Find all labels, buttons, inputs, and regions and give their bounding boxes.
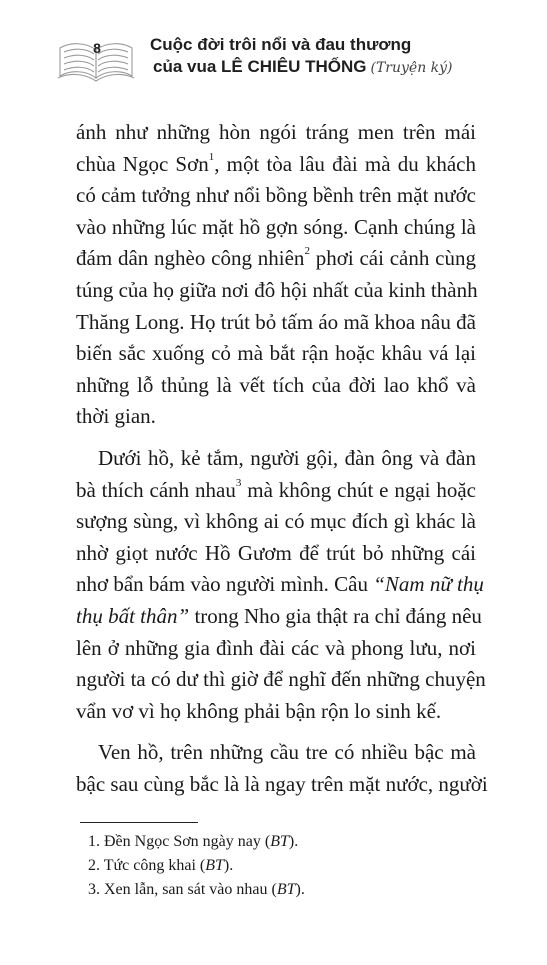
- text-line: vào những lúc mặt hồ gợn sóng. Cạnh chúng là: [76, 214, 476, 239]
- text-line: đám dân nghèo công nhiên$^2$ phơi cái cảnh cùng: [76, 245, 476, 271]
- footnotes: [88, 830, 468, 902]
- footnote-ref-3: 3: [235, 476, 242, 489]
- quote-italic: “Nam nữ thụ: [373, 572, 484, 597]
- text-line: ánh như những hòn ngói tráng men trên mái: [76, 120, 476, 144]
- text-line: túng của họ giữa nơi đô hội nhất của kinh thành: [76, 277, 478, 302]
- text-line: những lỗ thủng là vết tích của đời lao khổ và: [76, 372, 476, 397]
- text-line: Ven hồ, trên những cầu tre có nhiều bậc mà: [98, 740, 476, 765]
- text-line: Dưới hồ, kẻ tắm, người gội, đàn ông và đàn: [98, 445, 476, 470]
- page-number: 8: [93, 40, 101, 56]
- title-line-2: [150, 56, 453, 79]
- footnote-1: 1. Đền Ngọc Sơn ngày nay (BT).: [88, 833, 299, 850]
- paragraph-2: [76, 443, 486, 727]
- footnote-3: 3. Xen lẫn, san sát vào nhau (BT).: [88, 881, 305, 898]
- text-line: Thăng Long. Họ trút bỏ tấm áo mã khoa nâu đã: [76, 309, 476, 334]
- quote-italic: thụ bất thân”: [76, 603, 190, 628]
- text-line: nhơ bẩn bám vào người mình. Câu “Nam nữ thụ: [76, 572, 484, 597]
- text-line: nhờ giọt nước Hồ Gươm để trút bỏ những cái: [76, 540, 476, 565]
- footnote-2: 2. Tức công khai (BT).: [88, 857, 234, 874]
- paragraph-1: [76, 117, 476, 433]
- paragraph-3: [76, 737, 488, 800]
- genre-label: (Truyện ký): [370, 60, 453, 76]
- text-line: có cảm tưởng như nổi bồng bềnh trên mặt nước: [76, 183, 476, 208]
- body-text: [76, 117, 488, 800]
- text-line: bà thích cánh nhau$^3$ mà không chút e ngại hoặc: [76, 476, 476, 502]
- footnote-ref-2: 2: [304, 245, 310, 258]
- page-header: [0, 0, 547, 100]
- title-line-2-text: của vua LÊ CHIÊU THỐNG: [153, 57, 367, 76]
- footnote-separator: [80, 822, 198, 823]
- text-line: sượng sùng, vì không ai có mục đích gì khác là: [76, 509, 476, 534]
- running-title: [150, 34, 453, 79]
- text-line: vẩn vơ vì họ không phải bận rộn lo sinh kế.: [76, 698, 442, 723]
- text-line: biến sắc xuống cỏ mà bắt rận hoặc khâu vá lại: [76, 341, 476, 366]
- text-line: lên ở những gia đình đài các và phong lưu, nơi: [76, 635, 476, 660]
- text-line: chùa Ngọc Sơn$^1$, một tòa lâu đài mà du khách: [76, 150, 476, 176]
- title-line-1: Cuộc đời trôi nổi và đau thương: [150, 35, 412, 54]
- text-line: bậc sau cùng bắc là là ngay trên mặt nước, người: [76, 771, 488, 796]
- text-line: thời gian.: [76, 404, 156, 429]
- text-line: người ta có dư thì giờ để nghĩ đến những chuyện: [76, 667, 486, 692]
- text-line: thụ bất thân” trong Nho gia thật ra chỉ đáng nêu: [76, 603, 482, 628]
- footnote-ref-1: 1: [208, 150, 215, 163]
